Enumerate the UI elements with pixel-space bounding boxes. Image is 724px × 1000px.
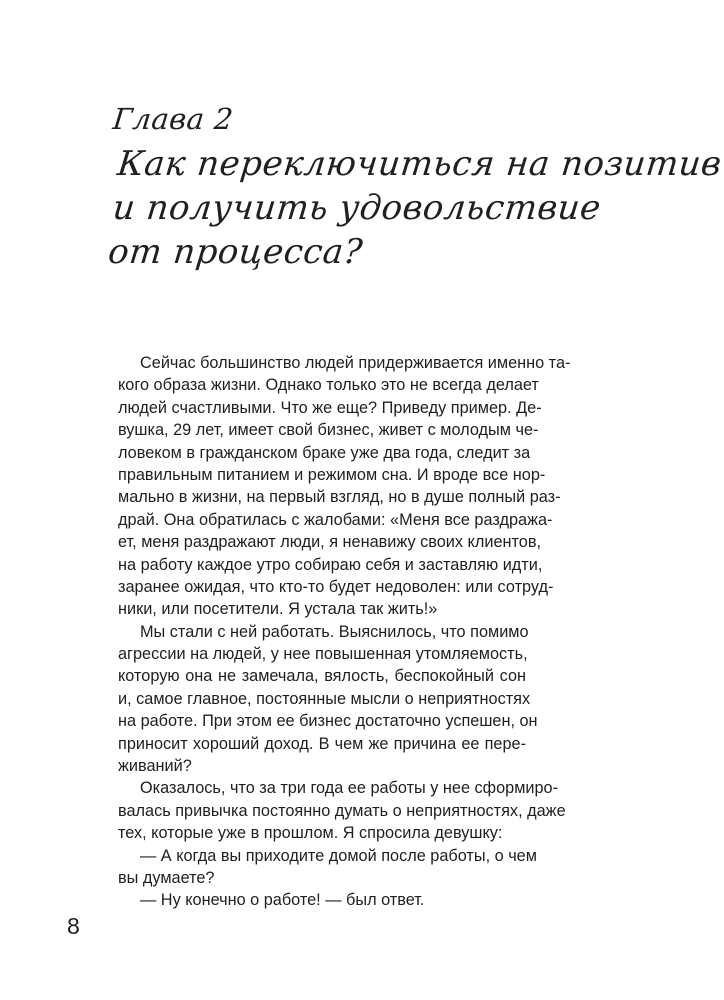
body-text [118, 352, 571, 912]
text-line: — Ну конечно о работе! — был ответ. [140, 891, 425, 910]
chapter-label: Глава 2 [111, 102, 236, 136]
page-number: 8 [67, 913, 80, 939]
text-line: заранее ожидая, что кто-то будет недоволен: или сотруд- [118, 577, 554, 596]
text-line: тех, которые уже в прошлом. Я спросила девушку: [118, 824, 503, 843]
text-line: Оказалось, что за три года ее работы у нее сформиро- [140, 779, 559, 798]
text-line: на работу каждое утро собираю себя и заставляю идти, [118, 555, 543, 574]
chapter-title-line: и получить удовольствие [110, 188, 603, 228]
chapter-title-line: от процесса? [106, 232, 365, 272]
chapter-title-line: Как переключиться на позитив [115, 144, 724, 184]
text-line: живаний? [118, 757, 192, 776]
text-line: людей счастливыми. Что же еще? Приведу пример. Де- [118, 398, 542, 417]
text-line: ловеком в гражданском браке уже два года, следит за [118, 443, 531, 462]
text-line: и, самое главное, постоянные мысли о неприятностях [118, 689, 531, 708]
text-line: Сейчас большинство людей придерживается именно та- [140, 354, 571, 372]
text-line: приносит хороший доход. В чем же причина ее пере- [118, 734, 526, 753]
text-line: мально в жизни, на первый взгляд, но в душе полный раз- [118, 488, 561, 507]
text-line: ет, меня раздражают люди, я ненавижу своих клиентов, [118, 533, 541, 552]
text-line: на работе. При этом ее бизнес достаточно успешен, он [118, 712, 538, 731]
text-line: которую она не замечала, вялость, беспокойный сон [118, 667, 526, 686]
text-line: кого образа жизни. Однако только это не всегда делает [118, 376, 539, 395]
text-line: вушка, 29 лет, имеет свой бизнес, живет с молодым че- [118, 421, 539, 440]
text-line: — А когда вы приходите домой после работы, о чем [140, 846, 537, 865]
text-line: правильным питанием и режимом сна. И вроде все нор- [118, 465, 546, 484]
text-line: ники, или посетители. Я устала так жить!» [118, 600, 438, 619]
text-line: вы думаете? [118, 868, 215, 887]
text-line: агрессии на людей, у нее повышенная утомляемость, [118, 645, 528, 664]
text-line: Мы стали с ней работать. Выяснилось, что помимо [140, 622, 529, 641]
chapter-title [106, 142, 724, 274]
text-line: валась привычка постоянно думать о неприятностях, даже [118, 801, 566, 820]
text-line: драй. Она обратилась с жалобами: «Меня все раздража- [118, 510, 553, 529]
